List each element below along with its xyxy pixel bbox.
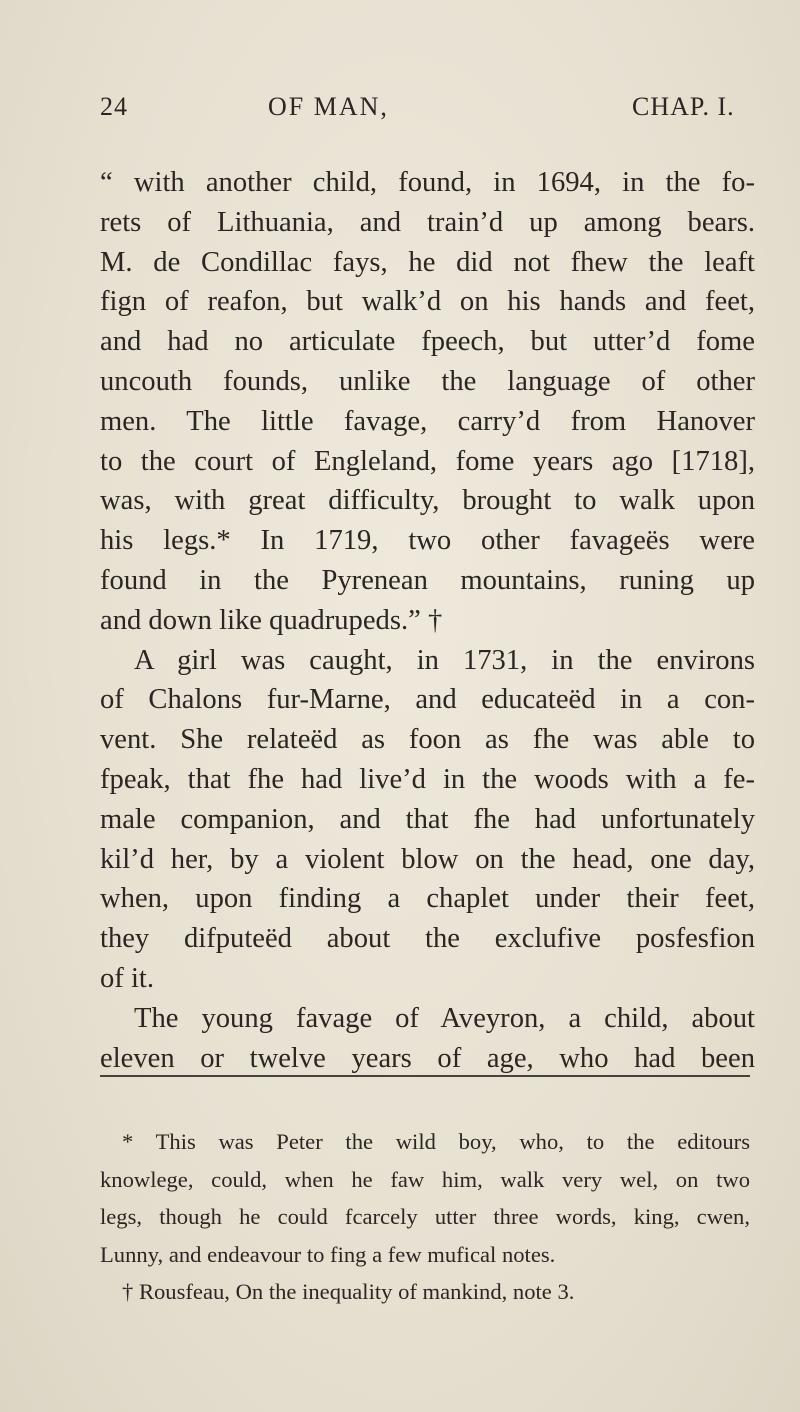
footnote-line: legs, though he could fcarcely utter three words, king, cwen, bbox=[100, 1204, 750, 1229]
footnote-line: * This was Peter the wild boy, who, to the editours bbox=[122, 1129, 750, 1154]
text-line: fpeak, that fhe had live’d in the woods with a fe- bbox=[100, 763, 755, 795]
text-line: male companion, and that fhe had unfortunately bbox=[100, 803, 755, 835]
text-line: vent. She relateëd as foon as fhe was able to bbox=[100, 724, 755, 756]
running-title: OF MAN, bbox=[268, 92, 389, 121]
text-line: kil’d her, by a violent blow on the head, one day, bbox=[100, 843, 755, 875]
text-line: “ with another child, found, in 1694, in the fo- bbox=[100, 167, 755, 198]
text-line: rets of Lithuania, and train’d up among bears. bbox=[100, 206, 755, 238]
text-line: fign of reafon, but walk’d on his hands and feet, bbox=[100, 286, 755, 318]
chapter-heading: CHAP. I. bbox=[632, 92, 735, 121]
footnote-rule bbox=[100, 1075, 750, 1077]
text-line: The young favage of Aveyron, a child, about bbox=[134, 1002, 755, 1034]
page-number: 24 bbox=[100, 92, 128, 121]
text-line: to the court of Engleland, fome years ago [1718], bbox=[100, 445, 755, 477]
text-line: and down like quadrupeds.” † bbox=[100, 604, 443, 636]
footnotes bbox=[100, 1123, 750, 1311]
main-text bbox=[100, 163, 755, 1078]
text-line: uncouth founds, unlike the language of other bbox=[100, 365, 755, 397]
text-line: when, upon finding a chaplet under their feet, bbox=[100, 883, 755, 915]
text-line: of it. bbox=[100, 962, 155, 994]
text-line: found in the Pyrenean mountains, runing up bbox=[100, 564, 755, 596]
text-line: eleven or twelve years of age, who had been bbox=[100, 1042, 755, 1074]
text-line: and had no articulate fpeech, but utter’d fome bbox=[100, 326, 755, 358]
text-line: his legs.* In 1719, two other favageës were bbox=[100, 525, 755, 557]
text-line: men. The little favage, carry’d from Hanover bbox=[100, 405, 755, 437]
text-line: M. de Condillac fays, he did not fhew the leaft bbox=[100, 246, 755, 278]
text-line: they difputeëd about the exclufive posfesfion bbox=[100, 923, 755, 955]
footnote-line: knowlege, could, when he faw him, walk very wel, on two bbox=[100, 1166, 750, 1192]
running-header bbox=[100, 92, 750, 132]
text-line: A girl was caught, in 1731, in the environs bbox=[134, 644, 755, 676]
footnote-line: † Rousfeau, On the inequality of mankind, note 3. bbox=[122, 1279, 575, 1304]
text-line: of Chalons fur-Marne, and educateëd in a con- bbox=[100, 684, 755, 716]
footnote-line: Lunny, and endeavour to fing a few mufical notes. bbox=[100, 1241, 556, 1267]
text-line: was, with great difficulty, brought to walk upon bbox=[100, 485, 755, 517]
